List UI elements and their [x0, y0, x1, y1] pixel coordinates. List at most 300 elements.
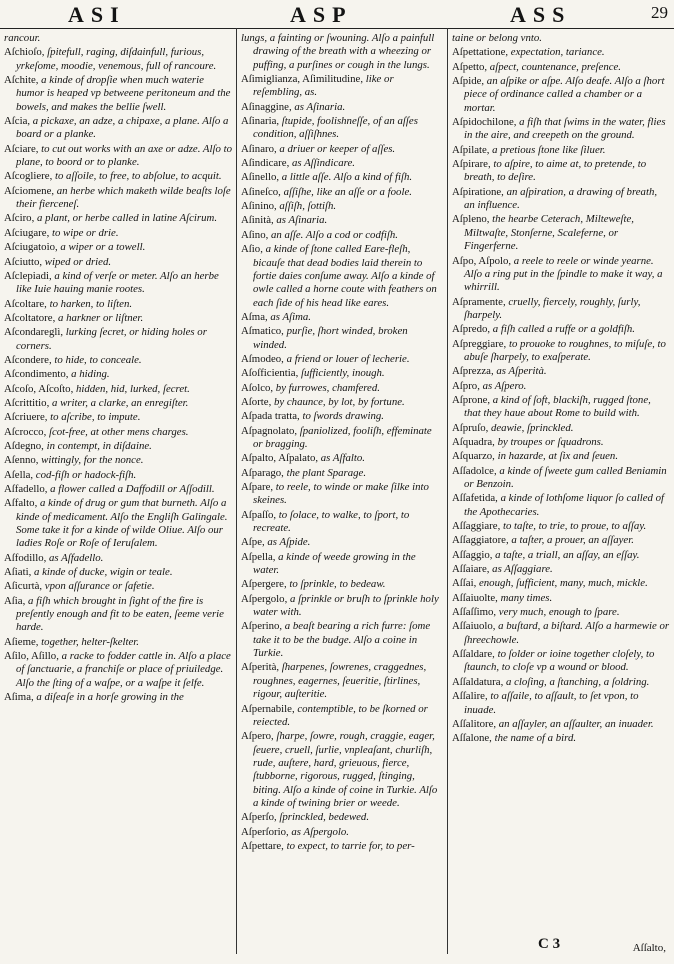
entry-headword: Aſcrittitio,: [4, 396, 50, 409]
entry-headword: Aſquadra,: [452, 435, 495, 448]
dictionary-entry: [452, 186, 670, 213]
dictionary-entry: [241, 536, 444, 549]
dictionary-entry: [4, 426, 232, 439]
entry-headword: Aſpro,: [452, 379, 480, 392]
dictionary-entry: [241, 396, 444, 409]
entry-definition: aſſiſh, ſottiſh.: [276, 200, 337, 213]
dictionary-entry: [4, 326, 232, 353]
entry-definition: to taſte, to trie, to proue, to aſſay.: [500, 520, 647, 533]
entry-headword: Aſſaſſimo,: [452, 606, 497, 619]
entry-definition: a pickaxe, an adze, a chipaxe, a plane. Alſo a board or a planke.: [16, 115, 229, 141]
entry-definition: the name of a bird.: [491, 732, 577, 745]
entry-headword: Aſpramente,: [452, 295, 506, 308]
entry-definition: cod-fiſh or hadock-fiſh.: [33, 468, 137, 481]
entry-headword: Aſpella,: [241, 550, 276, 563]
entry-definition: vpon aſſurance or ſafetie.: [42, 580, 155, 593]
entry-definition: an aſpiration, a drawing of breath, an influence.: [464, 185, 658, 212]
entry-headword: Aſcia,: [4, 115, 31, 128]
entry-headword: Aſicurtà,: [4, 580, 43, 593]
entry-definition: wittingly, for the nonce.: [38, 454, 144, 467]
entry-headword: Aſima,: [4, 691, 34, 704]
entry-headword: Aſella,: [4, 468, 34, 481]
entry-headword: Aſma,: [241, 310, 268, 323]
dictionary-entry: [241, 509, 444, 536]
dictionary-entry: [4, 383, 232, 396]
dictionary-entry: [4, 170, 232, 183]
catchword: Aſſalto,: [632, 942, 666, 954]
entry-definition: a driuer or keeper of aſſes.: [276, 142, 396, 155]
entry-headword: Aſcoſo, Aſcoſto,: [4, 382, 74, 395]
entry-definition: to aſcribe, to impute.: [47, 411, 141, 424]
entry-headword: Aſinaggine,: [241, 100, 292, 113]
header-col1: ASI: [68, 2, 126, 27]
dictionary-entry: [452, 732, 670, 745]
entry-headword: Aſcrocco,: [4, 425, 47, 438]
dictionary-entry: [241, 186, 444, 199]
entry-definition: a taſte, a triall, an aſſay, an eſſay.: [492, 548, 640, 561]
entry-headword: Aſpirare,: [452, 158, 491, 171]
dictionary-entry: [452, 338, 670, 365]
entry-definition: by troupes or ſquadrons.: [494, 435, 604, 448]
entry-definition: a writer, a clarke, an enregiſter.: [49, 396, 189, 409]
entry-definition: a kinde of drug or gum that burneth. Alſo a kinde of medicament. Alſo the Engliſh Galingale. Some take it for a kinde of wilde Oliue. Alſo our ladies Roſe or Roſe of Ieruſalem.: [16, 497, 228, 550]
entry-headword: Aſpide,: [452, 75, 485, 88]
dictionary-entry: [241, 157, 444, 170]
dictionary-entry: [452, 676, 670, 689]
dictionary-entry: [4, 46, 232, 73]
header-col3: ASS: [510, 2, 572, 27]
entry-definition: many times.: [497, 591, 553, 604]
dictionary-entry: [452, 718, 670, 731]
dictionary-entry: [241, 452, 444, 465]
entry-definition: ſpaniolized, fooliſh, effeminate or bragging.: [253, 424, 432, 450]
entry-headword: Aſſaggiatore,: [452, 534, 509, 547]
entry-headword: Aſorte,: [241, 395, 272, 408]
dictionary-entry: [452, 577, 670, 590]
dictionary-entry: [4, 74, 232, 114]
dictionary-entry: [4, 552, 232, 565]
entry-headword: Aſpada tratta,: [241, 410, 300, 423]
entry-headword: Aſpernabile,: [241, 702, 295, 715]
dictionary-entry: [452, 422, 670, 435]
dictionary-entry: [452, 534, 670, 547]
entry-headword: Aſſaiuolo,: [452, 620, 496, 633]
entry-headword: Aſinità,: [241, 214, 274, 227]
entry-headword: Aſquarzo,: [452, 450, 495, 463]
column-rule-1: [236, 28, 237, 954]
entry-headword: Aſdegno,: [4, 439, 44, 452]
entry-headword: Aſciugatoio,: [4, 241, 58, 254]
entry-headword: Aſpero,: [241, 730, 274, 743]
dictionary-entry: [4, 185, 232, 212]
entry-definition: a little aſſe. Alſo a kind of fiſh.: [279, 171, 413, 184]
entry-definition: very much, enough to ſpare.: [496, 606, 620, 619]
entry-definition: the hearbe Ceterach, Milteweſte, Miltwaſte, Stonſerne, Scaleferne, or Fingerferne.: [464, 213, 634, 253]
entry-headword: Aſpalto, Aſpalato,: [241, 452, 319, 465]
entry-headword: Aſpare,: [241, 481, 274, 493]
entry-definition: to expect, to tarrie for, to per-: [283, 839, 415, 852]
entry-headword: Aſpergolo,: [241, 592, 288, 605]
entry-headword: Aſpilate,: [452, 143, 490, 156]
dictionary-entry: [4, 440, 232, 453]
entry-definition: lurking ſecret, or hiding holes or corners.: [16, 326, 207, 352]
dictionary-entry: [241, 811, 444, 824]
dictionary-entry: [452, 549, 670, 562]
entry-definition: lungs, a fainting or ſwouning. Alſo a painfull drawing of the breath with a wheezing or puffing, a purſines or cough in the lungs.: [241, 32, 435, 71]
dictionary-entry: [241, 311, 444, 324]
entry-headword: Aſpettare,: [241, 839, 284, 852]
entry-headword: Aſpiratione,: [452, 185, 504, 198]
entry-headword: Aſpo, Aſpolo,: [452, 254, 512, 267]
entry-definition: a cloſing, a ſtanching, a ſoldring.: [503, 675, 650, 688]
entry-definition: enough, ſufficient, many, much, mickle.: [476, 577, 648, 590]
dictionary-entry: [241, 551, 444, 578]
entry-definition: a wiper or a towell.: [57, 241, 146, 254]
dictionary-entry: [4, 483, 232, 496]
dictionary-entry: [452, 365, 670, 378]
entry-definition: a kinde of dropſie when much waterie humor is heaped vp betweene peritoneum and the bowels, and makes the bellie ſwell.: [16, 74, 231, 113]
dictionary-entry: [241, 467, 444, 480]
entry-headword: Aſfodillo,: [4, 551, 47, 564]
entry-definition: to ſwords drawing.: [299, 410, 384, 423]
entry-definition: taine or belong vnto.: [452, 32, 542, 44]
entry-headword: Aſinino,: [241, 200, 277, 213]
entry-headword: Aſciomene,: [4, 184, 55, 197]
entry-headword: Aſclepiadi,: [4, 269, 52, 282]
entry-definition: a kinde of lothſome liquor ſo called of the Apothecaries.: [464, 492, 665, 518]
dictionary-entry: [4, 595, 232, 635]
entry-headword: Aſfadello,: [4, 483, 48, 495]
entry-headword: Aſperſorio,: [241, 825, 289, 838]
entry-definition: a fiſh which brought in ſight of the fire is preſently enough and fit to be eaten, ſeeme verie harde.: [16, 594, 224, 634]
entry-definition: ſcot-free, at other mens charges.: [46, 425, 189, 438]
entry-headword: Aſcoltare,: [4, 297, 47, 310]
dictionary-entry: [452, 213, 670, 253]
entry-definition: a beaſt bearing a rich furre: ſome take it to be the budge. Alſo a coine in Turkie.: [253, 620, 431, 660]
entry-headword: Aſſafetida,: [452, 492, 498, 505]
entry-headword: Aſpleno,: [452, 213, 490, 226]
entry-headword: Aſcriuere,: [4, 411, 48, 424]
entry-definition: by chaunce, by lot, by fortune.: [271, 395, 405, 408]
entry-headword: Aſio,: [241, 243, 263, 256]
entry-definition: ſharpenes, ſowrenes, craggednes, roughnes, eagernes, ſeueritie, ſtirlines, rigour, auſteritie.: [253, 661, 427, 701]
running-header: [0, 0, 674, 29]
entry-definition: a buſtard, a biſtard. Alſo a harmewie or ſhreechowle.: [464, 620, 670, 646]
entry-definition: in contempt, in diſdaine.: [43, 439, 152, 452]
entry-headword: Aſpetto,: [452, 60, 488, 73]
entry-definition: a kinde of ducke, wigin or teale.: [31, 566, 173, 579]
entry-definition: a hiding.: [68, 368, 110, 381]
dictionary-entry: [4, 298, 232, 311]
dictionary-entry: [241, 661, 444, 701]
entry-definition: to aſſaile, to aſſault, to ſet vpon, to inuade.: [464, 690, 639, 716]
entry-headword: Aſcondimento,: [4, 368, 69, 381]
entry-column-3: [452, 32, 670, 922]
dictionary-entry: [452, 436, 670, 449]
entry-definition: as Aſperità.: [493, 365, 547, 378]
dictionary-entry: [4, 256, 232, 269]
entry-definition: as Aſpergolo.: [288, 825, 349, 838]
dictionary-entry: [452, 144, 670, 157]
entry-definition: a kinde of ſweete gum called Beniamin or Benzoin.: [464, 464, 667, 490]
entry-headword: Aſineſco,: [241, 185, 281, 198]
dictionary-entry: [241, 171, 444, 184]
entry-definition: hidden, hid, lurked, ſecret.: [73, 382, 190, 395]
dictionary-entry: [4, 241, 232, 254]
entry-definition: cruelly, fiercely, roughly, ſurly, ſharpely.: [464, 295, 641, 321]
dictionary-entry: [4, 115, 232, 142]
entry-definition: like or reſembling, as.: [253, 73, 394, 99]
entry-definition: as Aſſaggiare.: [489, 563, 553, 576]
dictionary-entry: [241, 101, 444, 114]
header-col2: ASP: [290, 2, 353, 27]
page-number: 29: [651, 3, 668, 22]
entry-headword: Aſperino,: [241, 620, 283, 633]
dictionary-entry: [241, 143, 444, 156]
dictionary-entry: [452, 394, 670, 421]
entry-headword: Aſcogliere,: [4, 170, 53, 183]
dictionary-entry: [452, 690, 670, 717]
entry-headword: Aſolco,: [241, 381, 274, 394]
dictionary-entry: [452, 32, 670, 45]
dictionary-entry: [4, 454, 232, 467]
entry-definition: to ſolace, to walke, to ſport, to recreate.: [253, 508, 410, 535]
entry-headword: Aſinaria,: [241, 115, 280, 128]
entry-headword: Aſfalto,: [4, 497, 38, 510]
dictionary-entry: [241, 826, 444, 839]
dictionary-entry: [4, 691, 232, 704]
entry-headword: Aſoſficientia,: [241, 367, 299, 380]
entry-headword: Aſenno,: [4, 454, 39, 467]
entry-definition: contemptible, to be ſkorned or reiected.: [253, 702, 428, 728]
dictionary-entry: [452, 465, 670, 492]
entry-headword: Aſpaſſo,: [241, 508, 277, 521]
entry-definition: as Aſfalto.: [318, 452, 365, 465]
dictionary-entry: [4, 354, 232, 367]
entry-definition: a fiſh called a ruffe or a goldfiſh.: [490, 323, 635, 336]
entry-headword: Aſpidochilone,: [452, 116, 517, 129]
entry-definition: to aſpire, to aime at, to pretende, to breath, to deſire.: [464, 158, 647, 184]
dictionary-entry: [452, 592, 670, 605]
entry-definition: an aſſe. Alſo a cod or codfiſh.: [268, 228, 398, 241]
entry-headword: Aſperità,: [241, 661, 280, 674]
dictionary-entry: [452, 648, 670, 675]
entry-definition: the plant Sparage.: [283, 466, 367, 479]
entry-headword: Aſinaro,: [241, 142, 277, 155]
dictionary-entry: [4, 312, 232, 325]
entry-headword: Aſchite,: [4, 74, 39, 87]
entry-headword: Aſcondareglì,: [4, 326, 64, 339]
entry-definition: in hazarde, at ſix and ſeuen.: [494, 450, 619, 463]
dictionary-entry: [452, 255, 670, 295]
entry-definition: as Aſima.: [267, 310, 311, 323]
dictionary-entry: [4, 270, 232, 297]
entry-definition: a pretious ſtone like ſiluer.: [489, 143, 606, 156]
dictionary-entry: [4, 397, 232, 410]
entry-definition: as Aſſindicare.: [289, 157, 355, 170]
entry-definition: a reele to reele or winde yearne. Alſo a ring put in the ſpindle to make it way, a whirrill.: [464, 254, 663, 294]
entry-definition: ſpitefull, raging, diſdainfull, furious, yrkeſome, moodie, venemous, full of rancoure.: [16, 46, 217, 72]
entry-headword: Aſindicare,: [241, 157, 290, 170]
entry-headword: Aſſaggio,: [452, 548, 493, 561]
entry-definition: to wipe or drie.: [49, 226, 119, 239]
entry-definition: a kinde of ſtone called Eare-fleſh, bicauſe that dead bodies laid therein to fortie daies conſume away. Alſo a kinde of owle called a horne coute with feathers on each ſide of his head like eares.: [253, 243, 437, 309]
dictionary-entry: [4, 497, 232, 550]
entry-headword: Aſprezza,: [452, 365, 494, 378]
dictionary-entry: [241, 32, 444, 72]
entry-headword: Aſia,: [4, 594, 26, 607]
entry-definition: wiped or dried.: [42, 255, 112, 268]
dictionary-entry: [452, 620, 670, 647]
entry-headword: Aſchioſo,: [4, 46, 45, 59]
entry-column-1: [4, 32, 232, 954]
entry-definition: a kinde of weede growing in the water.: [253, 550, 416, 577]
dictionary-entry: [452, 61, 670, 74]
entry-definition: as Aſinaria.: [273, 214, 328, 227]
dictionary-entry: [241, 620, 444, 660]
dictionary-entry: [241, 243, 444, 310]
dictionary-entry: [241, 703, 444, 730]
entry-definition: as Aſpide.: [264, 536, 311, 549]
dictionary-entry: [452, 296, 670, 323]
entry-headword: Aſieme,: [4, 635, 39, 648]
dictionary-entry: [452, 492, 670, 519]
dictionary-entry: [4, 212, 232, 225]
entry-definition: a harkner or liſtner.: [55, 311, 144, 324]
entry-headword: Aſſaiare,: [452, 563, 490, 576]
entry-headword: Aſcondere,: [4, 353, 52, 366]
dictionary-entry: [452, 380, 670, 393]
entry-headword: Aſimiglianza, Aſimilitudine,: [241, 73, 364, 86]
entry-definition: to prouoke to roughnes, to miſuſe, to abuſe ſharpely, to exaſperate.: [464, 337, 666, 363]
entry-definition: aſſiſhe, like an aſſe or a foole.: [280, 185, 412, 198]
entry-headword: Aſpruſo,: [452, 421, 489, 434]
dictionary-entry: [4, 580, 232, 593]
entry-headword: Aſpreggiare,: [452, 337, 507, 350]
entry-definition: together, helter-ſkelter.: [38, 635, 140, 648]
dictionary-entry: [4, 227, 232, 240]
dictionary-entry: [4, 566, 232, 579]
dictionary-entry: [241, 840, 444, 853]
dictionary-entry: [241, 353, 444, 366]
entry-definition: a fiſh that ſwims in the water, flies in the aire, and creepeth on the ground.: [464, 116, 666, 142]
dictionary-entry: [452, 323, 670, 336]
entry-headword: Aſiati,: [4, 566, 32, 579]
entry-headword: Aſſaiuolte,: [452, 591, 498, 604]
entry-definition: purſie, ſhort winded, broken winded.: [253, 325, 408, 351]
entry-headword: Aſmodeo,: [241, 352, 284, 365]
dictionary-entry: [241, 214, 444, 227]
entry-headword: Aſparago,: [241, 466, 284, 479]
dictionary-entry: [241, 367, 444, 380]
entry-definition: ſufficiently, inough.: [298, 367, 385, 380]
entry-headword: Aſcoltatore,: [4, 311, 56, 324]
dictionary-entry: [241, 325, 444, 352]
dictionary-entry: [241, 115, 444, 142]
entry-headword: Aſſai,: [452, 577, 477, 590]
entry-definition: a ſprinkle or bruſh to ſprinkle holy water with.: [253, 592, 439, 619]
entry-definition: a friend or louer of lecherie.: [283, 352, 410, 365]
entry-definition: by furrowes, chamfered.: [273, 381, 380, 394]
entry-definition: to aſſoile, to free, to abſolue, to acquit.: [52, 170, 222, 183]
entry-definition: to harken, to liſten.: [46, 297, 133, 310]
entry-headword: Aſino,: [241, 228, 269, 241]
entry-headword: Aſpredo,: [452, 323, 491, 336]
entry-headword: Aſſalire,: [452, 690, 488, 703]
entry-headword: Aſſaggiare,: [452, 520, 501, 533]
signature-mark: C 3: [538, 936, 561, 952]
dictionary-entry: [241, 481, 444, 508]
entry-definition: an aſſayler, an aſſaulter, an inuader.: [496, 717, 654, 730]
entry-definition: ſharpe, ſowre, rough, craggie, eager, ſeuere, cruell, ſurlie, vnpleaſant, churliſh, rude, auſtere, hard, grieuous, fierce, ſtubborne, rigorous, rugged, ſtinging, biting. Alſo a kinde of coine in Turkie. Alſo a kinde of twining brier or weede.: [253, 730, 438, 809]
entry-definition: to ſolder or ioine together cloſely, to ſtaunch, to cloſe vp a wound or blood.: [464, 648, 655, 674]
entry-headword: Aſciutto,: [4, 255, 43, 268]
entry-definition: a racke to fodder cattle in. Alſo a place of ſanctuarie, a franchiſe or place of priuiledge. Alſo the ſting of a waſpe, or a waſpe it ſelfe.: [16, 650, 231, 689]
entry-definition: an herbe which maketh wilde beaſts loſe their fierceneſ.: [16, 184, 231, 211]
entry-headword: Aſpergere,: [241, 578, 287, 591]
entry-definition: a diſeaſe in a horſe growing in the: [33, 691, 184, 704]
entry-definition: to cut out works with an axe or adze. Alſo to plane, to boord or to planke.: [16, 142, 232, 169]
entry-headword: Aſperſo,: [241, 811, 277, 824]
column-rule-2: [447, 28, 448, 954]
dictionary-entry: [452, 450, 670, 463]
dictionary-entry: [452, 116, 670, 143]
entry-headword: Aſciugare,: [4, 226, 50, 239]
dictionary-entry: [241, 73, 444, 100]
dictionary-entry: [452, 563, 670, 576]
entry-definition: a taſter, a prouer, an aſſayer.: [508, 534, 634, 547]
entry-definition: expectation, tariance.: [508, 46, 605, 59]
entry-definition: ſprinckled, bedewed.: [276, 811, 370, 824]
dictionary-entry: [4, 469, 232, 482]
entry-definition: a flower called a Daffodill or Aſſodill.: [47, 483, 215, 495]
entry-headword: Aſilo, Aſillo,: [4, 650, 59, 663]
entry-definition: as Aſfadello.: [46, 551, 104, 564]
entry-headword: Aſciare,: [4, 142, 39, 155]
entry-definition: ſtupide, foolishneſſe, of an aſſes condition, aſſiſhnes.: [253, 115, 418, 141]
entry-headword: Aſprone,: [452, 393, 491, 406]
dictionary-entry: [4, 368, 232, 381]
entry-definition: as Aſpero.: [479, 379, 527, 392]
entry-headword: Aſpe,: [241, 536, 265, 549]
dictionary-entry: [241, 593, 444, 620]
dictionary-entry: [241, 425, 444, 452]
dictionary-entry: [241, 730, 444, 810]
entry-definition: as Aſinaria.: [291, 100, 346, 113]
dictionary-entry: [241, 410, 444, 423]
dictionary-entry: [241, 382, 444, 395]
entry-headword: Aſciro,: [4, 212, 35, 225]
entry-definition: to hide, to conceale.: [51, 353, 142, 366]
entry-definition: to ſprinkle, to bedeaw.: [286, 578, 386, 591]
dictionary-entry: [4, 32, 232, 45]
dictionary-entry: [241, 578, 444, 591]
entry-definition: an aſpike or aſpe. Alſo deafe. Alſo a ſhort piece of ordinance called a chamber or a mortar.: [464, 75, 665, 114]
dictionary-entry: [452, 606, 670, 619]
entry-definition: rancour.: [4, 32, 41, 44]
entry-definition: a kind of verſe or meter. Alſo an herbe like Iuie hauing manie rootes.: [16, 269, 219, 296]
dictionary-entry: [452, 520, 670, 533]
entry-headword: Aſſalitore,: [452, 717, 497, 730]
dictionary-entry: [4, 650, 232, 690]
dictionary-entry: [4, 636, 232, 649]
entry-definition: deawie, ſprinckled.: [488, 421, 574, 434]
entry-headword: Aſſaldare,: [452, 648, 495, 661]
entry-headword: Aſſaldatura,: [452, 675, 504, 688]
entry-headword: Aſinello,: [241, 171, 280, 184]
entry-headword: Aſmatico,: [241, 325, 284, 338]
dictionary-entry: [4, 411, 232, 424]
